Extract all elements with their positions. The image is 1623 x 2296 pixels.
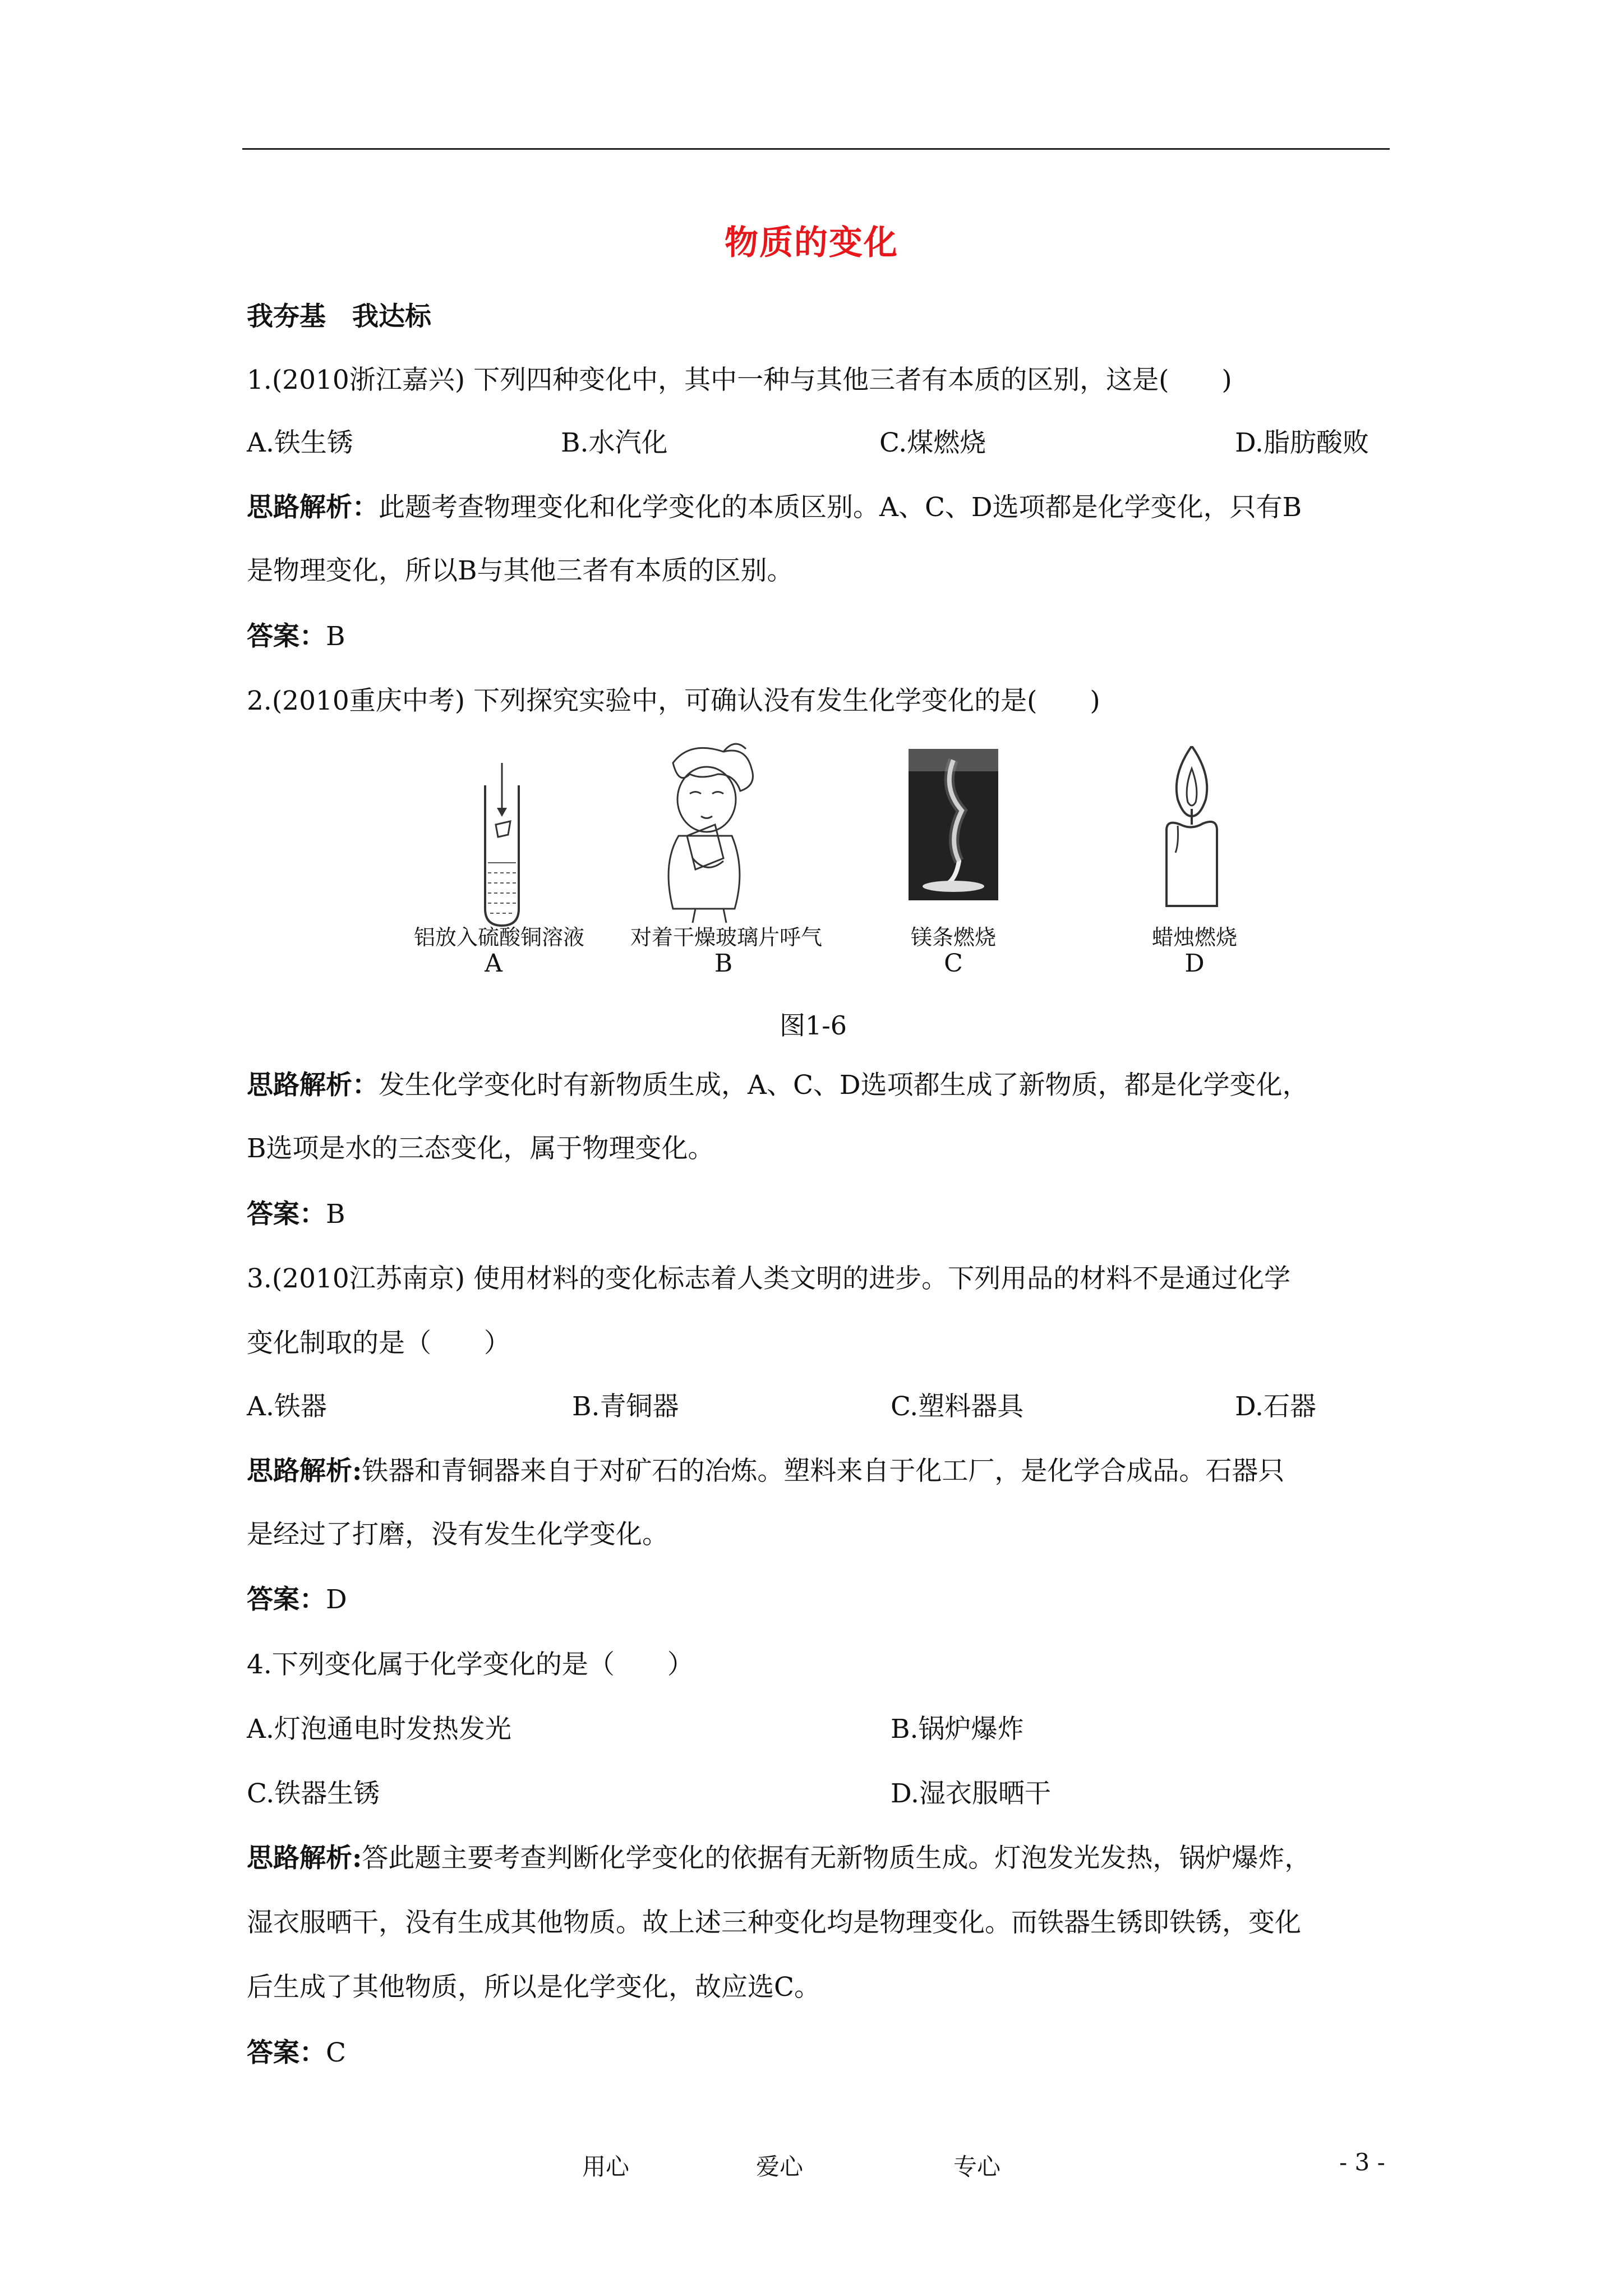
figure-letter-a: A <box>485 949 502 978</box>
section-heading: 我夯基 我达标 <box>247 301 431 332</box>
q1-analysis-line-2: 是物理变化，所以B与其他三者有本质的区别。 <box>247 555 794 586</box>
figure-letter-d: D <box>1184 949 1205 978</box>
answer-value: B <box>326 1199 345 1230</box>
test-tube-figure <box>471 763 533 931</box>
q1-option-b: B.水汽化 <box>561 427 668 458</box>
analysis-text: 铁器和青铜器来自于对矿石的冶炼。塑料来自于化工厂，是化学合成品。石器只 <box>362 1456 1285 1487</box>
q3-analysis-line-1 <box>247 1455 1284 1488</box>
q3-option-a: A.铁器 <box>247 1391 327 1422</box>
q1-analysis-line-1 <box>247 491 1302 524</box>
answer-label: 答案： <box>247 1584 326 1615</box>
figure-caption-b: 对着干燥玻璃片呼气 <box>630 925 822 950</box>
q3-analysis-line-2: 是经过了打磨，没有发生化学变化。 <box>247 1519 668 1550</box>
header-rule <box>242 148 1390 150</box>
analysis-text: 发生化学变化时有新物质生成，A、C、D选项都生成了新物质，都是化学变化， <box>379 1070 1309 1101</box>
analysis-label: 思路解析: <box>247 1456 362 1487</box>
figure-caption-d: 蜡烛燃烧 <box>1151 925 1237 950</box>
analysis-label: 思路解析： <box>247 492 379 523</box>
q4-option-d: D.湿衣服晒干 <box>891 1778 1051 1809</box>
q4-answer <box>247 2036 346 2070</box>
q4-option-a: A.灯泡通电时发热发光 <box>247 1714 511 1745</box>
analysis-text: 此题考查物理变化和化学变化的本质区别。A、C、D选项都是化学变化，只有B <box>379 492 1302 523</box>
q4-option-b: B.锅炉爆炸 <box>891 1714 1024 1745</box>
answer-value: B <box>326 621 345 652</box>
q1-stem: 1.(2010浙江嘉兴) 下列四种变化中，其中一种与其他三者有本质的区别，这是( ) <box>247 365 1232 395</box>
q1-option-d: D.脂肪酸败 <box>1235 427 1369 458</box>
q3-stem-line-2: 变化制取的是（ ） <box>247 1328 510 1359</box>
q4-analysis-line-2: 湿衣服晒干，没有生成其他物质。故上述三种变化均是物理变化。而铁器生锈即铁锈，变化 <box>247 1907 1301 1938</box>
analysis-label: 思路解析: <box>247 1843 362 1874</box>
q3-option-d: D.石器 <box>1235 1391 1316 1422</box>
footer-item: 爱心 <box>756 2153 804 2180</box>
q3-answer <box>247 1583 347 1617</box>
q4-option-c: C.铁器生锈 <box>247 1778 380 1809</box>
q4-analysis-line-3: 后生成了其他物质，所以是化学变化，故应选C。 <box>247 1972 820 2003</box>
q3-option-b: B.青铜器 <box>572 1391 679 1422</box>
figure-letter-b: B <box>714 949 733 978</box>
q4-analysis-line-1 <box>247 1842 1311 1875</box>
figure-letter-c: C <box>944 949 963 978</box>
page-title: 物质的变化 <box>725 223 898 263</box>
answer-label: 答案： <box>247 621 326 652</box>
q1-option-c: C.煤燃烧 <box>879 427 986 458</box>
answer-value: D <box>326 1584 347 1615</box>
q2-analysis-line-1 <box>247 1069 1309 1102</box>
q3-option-c: C.塑料器具 <box>891 1391 1024 1422</box>
girl-breathing-figure <box>639 740 768 926</box>
analysis-label: 思路解析： <box>247 1070 379 1101</box>
q3-stem-line-1: 3.(2010江苏南京) 使用材料的变化标志着人类文明的进步。下列用品的材料不是通过化学 <box>247 1263 1291 1294</box>
footer-item: 专心 <box>953 2153 1001 2180</box>
analysis-text: 答此题主要考查判断化学变化的依据有无新物质生成。灯泡发光发热，锅炉爆炸， <box>362 1843 1311 1874</box>
q2-stem: 2.(2010重庆中考) 下列探究实验中，可确认没有发生化学变化的是( ) <box>247 685 1100 716</box>
q4-stem: 4.下列变化属于化学变化的是（ ） <box>247 1649 694 1680</box>
answer-value: C <box>326 2037 346 2068</box>
q1-answer <box>247 620 345 654</box>
page-number: - 3 - <box>1339 2148 1385 2176</box>
q2-answer <box>247 1198 345 1231</box>
answer-label: 答案： <box>247 2037 326 2068</box>
figure-caption-c: 镁条燃烧 <box>910 925 996 950</box>
q1-option-a: A.铁生锈 <box>247 427 353 458</box>
candle-figure <box>1155 746 1228 909</box>
figure-caption-a: 铝放入硫酸铜溶液 <box>413 925 584 950</box>
answer-label: 答案： <box>247 1199 326 1230</box>
figure-label: 图1-6 <box>779 1010 847 1041</box>
magnesium-burning-photo <box>909 749 998 900</box>
q2-analysis-line-2: B选项是水的三态变化，属于物理变化。 <box>247 1133 714 1164</box>
footer-item: 用心 <box>582 2153 630 2180</box>
